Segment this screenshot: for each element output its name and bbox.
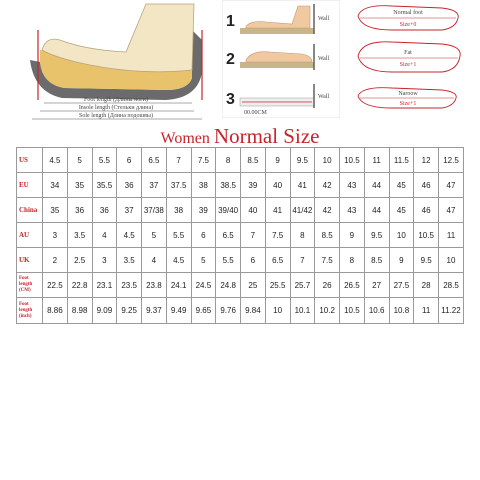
- size-cell: 8.5: [364, 248, 389, 273]
- size-cell: 43: [340, 198, 365, 223]
- foot-width-diagram: [352, 0, 464, 118]
- size-cell: 25: [241, 273, 266, 298]
- size-cell: 7.5: [265, 223, 290, 248]
- size-cell: 27.5: [389, 273, 414, 298]
- size-cell: 46: [414, 173, 439, 198]
- size-cell: 9: [340, 223, 365, 248]
- size-cell: 4.5: [117, 223, 142, 248]
- size-cell: 9.09: [92, 298, 117, 324]
- size-cell: 36: [67, 198, 92, 223]
- size-cell: 3.5: [117, 248, 142, 273]
- size-cell: 8.5: [315, 223, 340, 248]
- size-cell: 6.5: [216, 223, 241, 248]
- size-cell: 38: [166, 198, 191, 223]
- size-cell: 7.5: [191, 148, 216, 173]
- size-cell: 47: [439, 198, 464, 223]
- width-fat-name: Fat: [404, 50, 412, 56]
- row-header: AU: [17, 223, 43, 248]
- size-cell: 37/38: [142, 198, 167, 223]
- size-cell: 10.5: [340, 298, 365, 324]
- width-normal-size: Size+0: [399, 22, 417, 28]
- size-cell: 23.1: [92, 273, 117, 298]
- size-cell: 6: [191, 223, 216, 248]
- size-cell: 9.49: [166, 298, 191, 324]
- sole-length-label: Sole length (Длина подошвы): [79, 113, 153, 119]
- title-normal-size: Normal Size: [213, 124, 320, 148]
- size-cell: 40: [265, 173, 290, 198]
- size-cell: 38.5: [216, 173, 241, 198]
- size-cell: 35: [67, 173, 92, 198]
- size-cell: 9.65: [191, 298, 216, 324]
- size-cell: 39: [241, 173, 266, 198]
- size-cell: 4.5: [43, 148, 68, 173]
- size-cell: 35.5: [92, 173, 117, 198]
- size-cell: 5: [67, 148, 92, 173]
- size-cell: 23.8: [142, 273, 167, 298]
- size-cell: 5.5: [216, 248, 241, 273]
- size-cell: 40: [241, 198, 266, 223]
- row-header: China: [17, 198, 43, 223]
- size-cell: 12.5: [439, 148, 464, 173]
- step-2-number: 2: [226, 51, 235, 68]
- size-cell: 11.22: [439, 298, 464, 324]
- row-header: US: [17, 148, 43, 173]
- size-cell: 5.5: [92, 148, 117, 173]
- table-row: [17, 173, 464, 198]
- size-chart-title: [0, 124, 480, 149]
- table-row: [17, 223, 464, 248]
- size-cell: 24.8: [216, 273, 241, 298]
- table-row: [17, 298, 464, 324]
- size-cell: 25.7: [290, 273, 315, 298]
- row-header: EU: [17, 173, 43, 198]
- size-cell: 47: [439, 173, 464, 198]
- size-cell: 10: [439, 248, 464, 273]
- size-cell: 42: [315, 198, 340, 223]
- size-cell: 10.6: [364, 298, 389, 324]
- size-cell: 7: [241, 223, 266, 248]
- size-cell: 6: [241, 248, 266, 273]
- size-cell: 10.5: [340, 148, 365, 173]
- step-1-number: 1: [226, 13, 235, 30]
- size-cell: 9.5: [290, 148, 315, 173]
- size-cell: 8: [290, 223, 315, 248]
- size-cell: 35: [43, 198, 68, 223]
- size-cell: 6.5: [265, 248, 290, 273]
- size-cell: 36: [117, 173, 142, 198]
- size-cell: 8.86: [43, 298, 68, 324]
- size-cell: 2: [43, 248, 68, 273]
- row-header: UK: [17, 248, 43, 273]
- size-cell: 6.5: [142, 148, 167, 173]
- size-cell: 8.5: [241, 148, 266, 173]
- size-cell: 7: [166, 148, 191, 173]
- size-cell: 11: [439, 223, 464, 248]
- size-cell: 25.5: [265, 273, 290, 298]
- size-cell: 4.5: [166, 248, 191, 273]
- size-cell: 9.5: [414, 248, 439, 273]
- size-cell: 3.5: [67, 223, 92, 248]
- size-cell: 42: [315, 173, 340, 198]
- measure-steps-diagram: [222, 0, 340, 118]
- wall-label-1: Wall: [318, 16, 330, 22]
- foot-length-label: Foot length (Длины ноги): [84, 97, 148, 103]
- size-cell: 28: [414, 273, 439, 298]
- size-cell: 10.8: [389, 298, 414, 324]
- insole-length-label: Insole length (Стельки длина): [78, 105, 154, 111]
- size-cell: 37.5: [166, 173, 191, 198]
- size-cell: 38: [191, 173, 216, 198]
- normal-foot-outline: [358, 6, 458, 30]
- row-header: Foot length (CM): [17, 273, 43, 298]
- ruler-readout: 00.00CM: [244, 110, 267, 116]
- size-table: [16, 147, 464, 324]
- size-cell: 2.5: [67, 248, 92, 273]
- size-cell: 46: [414, 198, 439, 223]
- size-cell: 9.37: [142, 298, 167, 324]
- size-cell: 24.5: [191, 273, 216, 298]
- size-cell: 41: [265, 198, 290, 223]
- row-header: Foot length (inch): [17, 298, 43, 324]
- fat-foot-outline: [358, 42, 460, 72]
- table-row: [17, 198, 464, 223]
- size-cell: 5: [142, 223, 167, 248]
- size-cell: 9: [389, 248, 414, 273]
- size-cell: 44: [364, 173, 389, 198]
- size-cell: 6: [117, 148, 142, 173]
- size-cell: 23.5: [117, 273, 142, 298]
- size-cell: 10: [389, 223, 414, 248]
- size-cell: 10: [265, 298, 290, 324]
- size-cell: 8: [216, 148, 241, 173]
- size-cell: 45: [389, 198, 414, 223]
- size-cell: 5.5: [166, 223, 191, 248]
- size-cell: 9.25: [117, 298, 142, 324]
- size-cell: 10: [315, 148, 340, 173]
- size-cell: 9.84: [241, 298, 266, 324]
- size-cell: 43: [340, 173, 365, 198]
- size-cell: 37: [142, 173, 167, 198]
- size-cell: 8: [340, 248, 365, 273]
- width-narrow-name: Naroow: [398, 91, 418, 97]
- size-cell: 3: [43, 223, 68, 248]
- size-cell: 10.1: [290, 298, 315, 324]
- size-cell: 44: [364, 198, 389, 223]
- size-cell: 11: [364, 148, 389, 173]
- size-cell: 22.5: [43, 273, 68, 298]
- step-3-number: 3: [226, 91, 235, 108]
- step-2-paper: [240, 62, 314, 68]
- table-row: [17, 248, 464, 273]
- width-narrow-size: Size+1: [399, 101, 417, 107]
- table-row: [17, 148, 464, 173]
- size-cell: 3: [92, 248, 117, 273]
- size-cell: 36: [92, 198, 117, 223]
- wall-label-2: Wall: [318, 56, 330, 62]
- table-row: [17, 273, 464, 298]
- size-cell: 34: [43, 173, 68, 198]
- size-cell: 8.98: [67, 298, 92, 324]
- step-1-paper: [240, 28, 314, 34]
- size-cell: 39/40: [216, 198, 241, 223]
- size-cell: 4: [142, 248, 167, 273]
- size-cell: 37: [117, 198, 142, 223]
- size-cell: 41/42: [290, 198, 315, 223]
- size-cell: 22.8: [67, 273, 92, 298]
- wall-label-3: Wall: [318, 94, 330, 100]
- size-cell: 27: [364, 273, 389, 298]
- size-cell: 9.5: [364, 223, 389, 248]
- size-cell: 7.5: [315, 248, 340, 273]
- narrow-foot-outline: [358, 88, 456, 108]
- width-normal-name: Normal foot: [393, 10, 423, 16]
- size-cell: 9: [265, 148, 290, 173]
- size-table-body: [17, 148, 464, 324]
- size-cell: 45: [389, 173, 414, 198]
- size-cell: 10.2: [315, 298, 340, 324]
- size-cell: 7: [290, 248, 315, 273]
- size-cell: 41: [290, 173, 315, 198]
- size-cell: 9.76: [216, 298, 241, 324]
- size-cell: 4: [92, 223, 117, 248]
- size-cell: 5: [191, 248, 216, 273]
- size-cell: 26.5: [340, 273, 365, 298]
- size-cell: 28.5: [439, 273, 464, 298]
- size-cell: 24.1: [166, 273, 191, 298]
- size-cell: 11.5: [389, 148, 414, 173]
- title-women: Women: [160, 130, 210, 147]
- size-cell: 11: [414, 298, 439, 324]
- foot-measure-diagram: [16, 0, 212, 128]
- size-cell: 26: [315, 273, 340, 298]
- width-fat-size: Size+1: [399, 62, 417, 68]
- size-cell: 10.5: [414, 223, 439, 248]
- size-cell: 12: [414, 148, 439, 173]
- size-cell: 39: [191, 198, 216, 223]
